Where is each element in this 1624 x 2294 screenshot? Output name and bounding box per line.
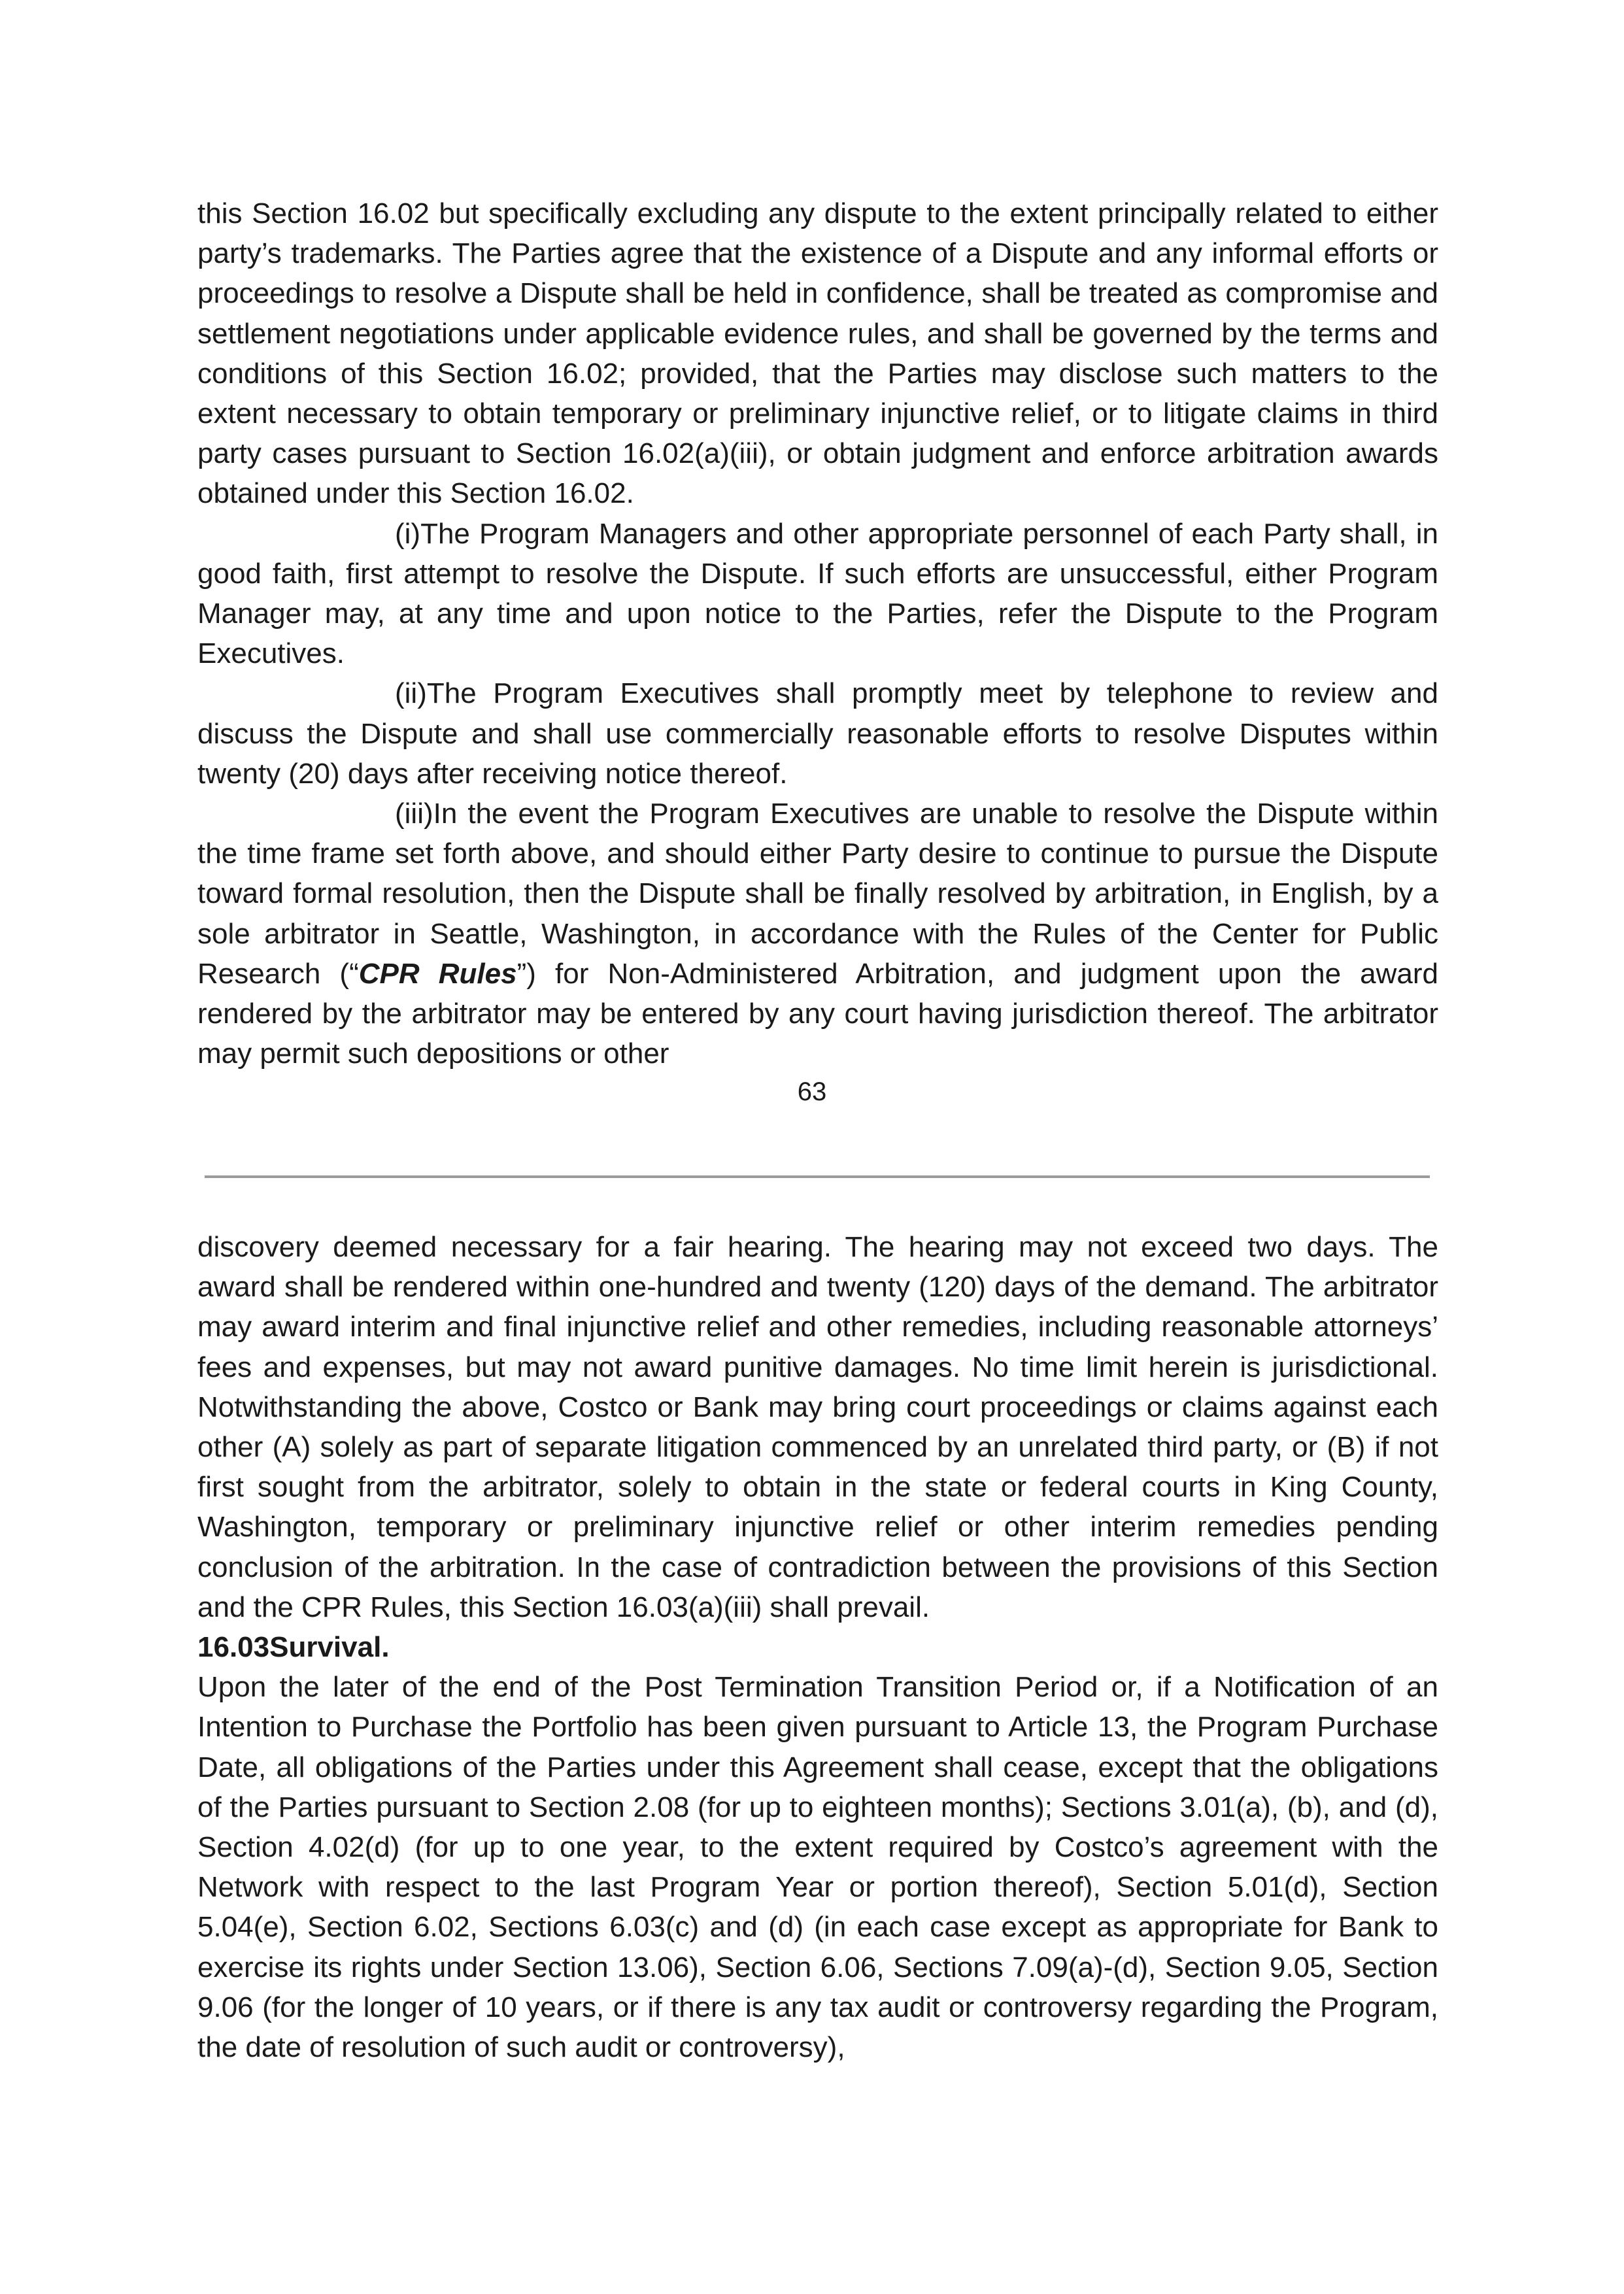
section-heading-survival: 16.03Survival.: [197, 1631, 390, 1664]
paragraph-survival: Upon the later of the end of the Post Termination Transition Period or, if a Notification of an Intention to Purchase the Portfolio has been given pursuant to Article 13, the Program Purchase Date, all obligations of the Parties under this Agreement shall cease, except that the obligations of the Parties pursuant to Section 2.08 (for up to eighteen months); Sections 3.01(a), (b), and (d), Section 4.02(d) (for up to one year, to the extent required by Costco’s agreement with the Network with respect to the last Program Year or portion thereof), Section 5.01(d), Section 5.04(e), Section 6.02, Sections 6.03(c) and (d) (in each case except as appropriate for Bank to exercise its rights under Section 13.06), Section 6.06, Sections 7.09(a)-(d), Section 9.05, Section 9.06 (for the longer of 10 years, or if there is any tax audit or controversy regarding the Program, the date of resolution of such audit or controversy),: [197, 1671, 1438, 2064]
clause-iii-text-before: (iii)In the event the Program Executives are unable to resolve the Dispute within the time frame set forth above, and should either Party desire to continue to pursue the Dispute toward formal resolution, then the Dispute shall be finally resolved by arbitration, in English, by a sole arbitrator in Seattle, Washington, in accordance with the Rules of the Center for Public Research (“: [197, 798, 1438, 990]
page-number: 63: [797, 1077, 827, 1106]
page-break-divider: [205, 1175, 1430, 1178]
clause-iii-text-after: ”) for Non-Administered Arbitration, and judgment upon the award rendered by the arbitrator may be entered by any court having jurisdiction thereof. The arbitrator may permit such depositions or other: [197, 957, 1438, 1070]
paragraph-clause-i: (i)The Program Managers and other appropriate personnel of each Party shall, in good faith, first attempt to resolve the Dispute. If such efforts are unsuccessful, either Program Manager may, at any time and upon notice to the Parties, refer the Dispute to the Program Executives.: [197, 517, 1438, 670]
paragraph-arbitration-continued: discovery deemed necessary for a fair hearing. The hearing may not exceed two days. The award shall be rendered within one-hundred and twenty (120) days of the demand. The arbitrator may award interim and final injunctive relief and other remedies, including reasonable attorneys’ fees and expenses, but may not award punitive damages. No time limit herein is jurisdictional. Notwithstanding the above, Costco or Bank may bring court proceedings or claims against each other (A) solely as part of separate litigation commenced by an unrelated third party, or (B) if not first sought from the arbitrator, solely to obtain in the state or federal courts in King County, Washington, temporary or preliminary injunctive relief or other interim remedies pending conclusion of the arbitration. In the case of contradiction between the provisions of this Section and the CPR Rules, this Section 16.03(a)(iii) shall prevail.: [197, 1231, 1438, 1623]
paragraph-clause-ii: (ii)The Program Executives shall promptly meet by telephone to review and discuss the Dispute and shall use commercially reasonable efforts to resolve Disputes within twenty (20) days after receiving notice thereof.: [197, 677, 1438, 790]
page-63-body: [197, 194, 1438, 1073]
page-64-body: [197, 1227, 1438, 2067]
defined-term-cpr-rules: CPR Rules: [358, 957, 517, 990]
paragraph-clause-iii: [197, 794, 1438, 1073]
paragraph-confidentiality: this Section 16.02 but specifically excluding any dispute to the extent principally related to either party’s trademarks. The Parties agree that the existence of a Dispute and any informal efforts or proceedings to resolve a Dispute shall be held in confidence, shall be treated as compromise and settlement negotiations under applicable evidence rules, and shall be governed by the terms and conditions of this Section 16.02; provided, that the Parties may disclose such matters to the extent necessary to obtain temporary or preliminary injunctive relief, or to litigate claims in third party cases pursuant to Section 16.02(a)(iii), or obtain judgment and enforce arbitration awards obtained under this Section 16.02.: [197, 197, 1438, 510]
